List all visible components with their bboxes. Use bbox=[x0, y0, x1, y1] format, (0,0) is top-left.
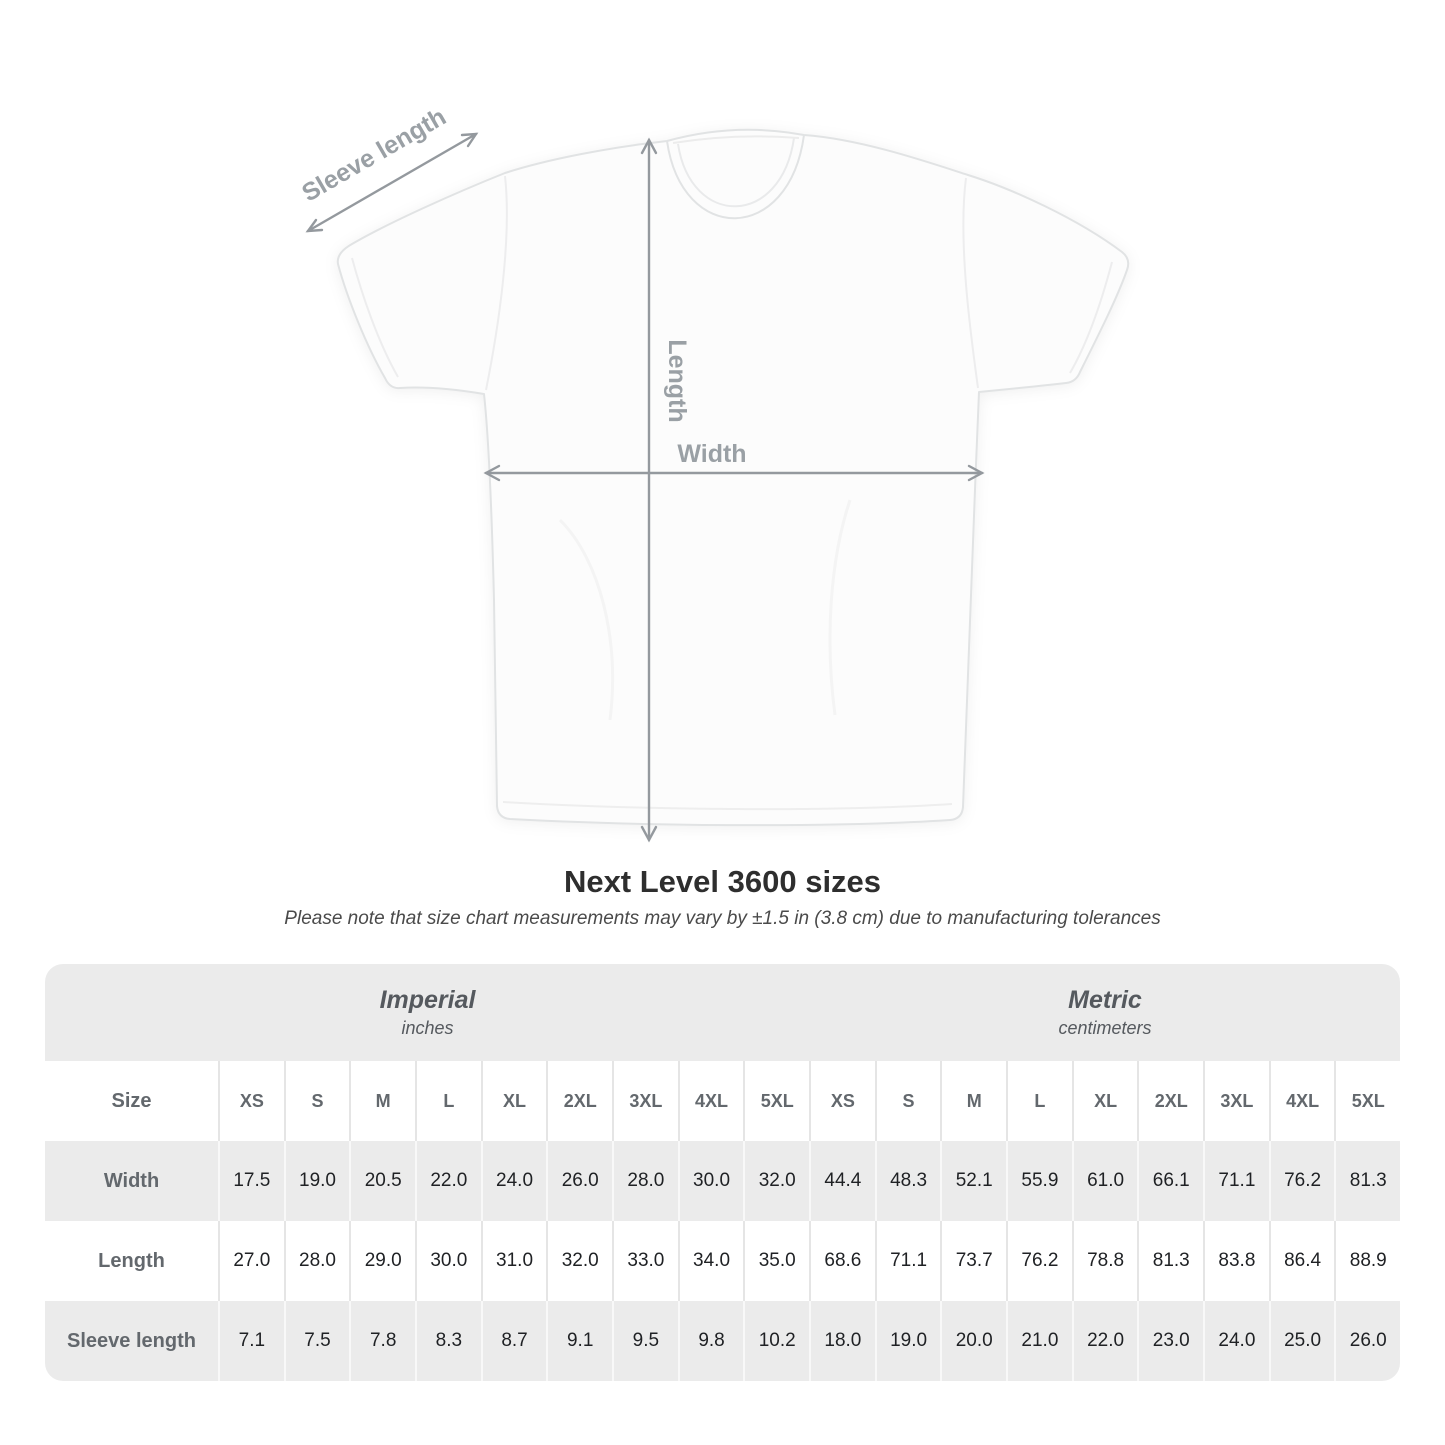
imperial-unit-label: inches bbox=[401, 1018, 454, 1038]
size-col-header: 5XL bbox=[743, 1061, 809, 1141]
row-label-length: Length bbox=[98, 1249, 165, 1272]
table-row-sleeve-length bbox=[45, 1301, 1400, 1381]
size-corner-label: Size bbox=[111, 1089, 152, 1112]
value-cell: 66.1 bbox=[1137, 1141, 1203, 1221]
size-col-header: 4XL bbox=[1269, 1061, 1335, 1141]
size-col-header: L bbox=[1006, 1061, 1072, 1141]
value-cell: 68.6 bbox=[809, 1221, 875, 1301]
row-label-sleeve-length: Sleeve length bbox=[67, 1329, 196, 1352]
row-label-width: Width bbox=[103, 1169, 160, 1192]
value-cell: 33.0 bbox=[612, 1221, 678, 1301]
value-cell: 26.0 bbox=[546, 1141, 612, 1221]
value-cell: 71.1 bbox=[1203, 1141, 1269, 1221]
value-cell: 22.0 bbox=[1072, 1301, 1138, 1381]
size-table bbox=[45, 964, 1400, 1381]
value-cell: 76.2 bbox=[1006, 1221, 1072, 1301]
value-cell: 26.0 bbox=[1334, 1301, 1400, 1381]
size-header-row bbox=[45, 1061, 1400, 1141]
value-cell: 22.0 bbox=[415, 1141, 481, 1221]
value-cell: 32.0 bbox=[546, 1221, 612, 1301]
value-cell: 9.1 bbox=[546, 1301, 612, 1381]
table-row-length bbox=[45, 1221, 1400, 1301]
value-cell: 44.4 bbox=[809, 1141, 875, 1221]
value-cell: 48.3 bbox=[875, 1141, 941, 1221]
value-cell: 18.0 bbox=[809, 1301, 875, 1381]
value-cell: 28.0 bbox=[612, 1141, 678, 1221]
value-cell: 25.0 bbox=[1269, 1301, 1335, 1381]
value-cell: 20.5 bbox=[349, 1141, 415, 1221]
tshirt-illustration bbox=[338, 130, 1128, 825]
value-cell: 78.8 bbox=[1072, 1221, 1138, 1301]
unit-header-band bbox=[45, 964, 1400, 1061]
value-cell: 7.8 bbox=[349, 1301, 415, 1381]
value-cell: 73.7 bbox=[940, 1221, 1006, 1301]
size-col-header: 5XL bbox=[1334, 1061, 1400, 1141]
size-col-header: 4XL bbox=[678, 1061, 744, 1141]
value-cell: 29.0 bbox=[349, 1221, 415, 1301]
value-cell: 83.8 bbox=[1203, 1221, 1269, 1301]
size-col-header: XS bbox=[218, 1061, 284, 1141]
size-col-header: XS bbox=[809, 1061, 875, 1141]
length-label: Length bbox=[663, 339, 691, 423]
size-col-header: XL bbox=[481, 1061, 547, 1141]
size-col-header: M bbox=[349, 1061, 415, 1141]
value-cell: 9.8 bbox=[678, 1301, 744, 1381]
value-cell: 28.0 bbox=[284, 1221, 350, 1301]
size-col-header: S bbox=[875, 1061, 941, 1141]
value-cell: 27.0 bbox=[218, 1221, 284, 1301]
value-cell: 8.7 bbox=[481, 1301, 547, 1381]
value-cell: 30.0 bbox=[415, 1221, 481, 1301]
value-cell: 23.0 bbox=[1137, 1301, 1203, 1381]
table-row-width bbox=[45, 1141, 1400, 1221]
value-cell: 21.0 bbox=[1006, 1301, 1072, 1381]
imperial-header: Imperial bbox=[379, 986, 476, 1014]
value-cell: 7.5 bbox=[284, 1301, 350, 1381]
value-cell: 71.1 bbox=[875, 1221, 941, 1301]
size-col-header: L bbox=[415, 1061, 481, 1141]
value-cell: 52.1 bbox=[940, 1141, 1006, 1221]
value-cell: 86.4 bbox=[1269, 1221, 1335, 1301]
value-cell: 35.0 bbox=[743, 1221, 809, 1301]
value-cell: 19.0 bbox=[284, 1141, 350, 1221]
size-col-header: S bbox=[284, 1061, 350, 1141]
size-col-header: 3XL bbox=[1203, 1061, 1269, 1141]
metric-unit-label: centimeters bbox=[1058, 1018, 1152, 1038]
value-cell: 30.0 bbox=[678, 1141, 744, 1221]
value-cell: 17.5 bbox=[218, 1141, 284, 1221]
size-col-header: 2XL bbox=[1137, 1061, 1203, 1141]
chart-subtitle: Please note that size chart measurements may vary by ±1.5 in (3.8 cm) due to manufacturing tolerances bbox=[284, 908, 1161, 929]
value-cell: 81.3 bbox=[1334, 1141, 1400, 1221]
size-col-header: XL bbox=[1072, 1061, 1138, 1141]
imperial-header-group bbox=[45, 964, 810, 1061]
value-cell: 20.0 bbox=[940, 1301, 1006, 1381]
value-cell: 31.0 bbox=[481, 1221, 547, 1301]
value-cell: 24.0 bbox=[481, 1141, 547, 1221]
value-cell: 24.0 bbox=[1203, 1301, 1269, 1381]
value-cell: 19.0 bbox=[875, 1301, 941, 1381]
sleeve-length-label: Sleeve length bbox=[297, 102, 451, 208]
value-cell: 32.0 bbox=[743, 1141, 809, 1221]
value-cell: 9.5 bbox=[612, 1301, 678, 1381]
value-cell: 55.9 bbox=[1006, 1141, 1072, 1221]
chart-title: Next Level 3600 sizes bbox=[563, 864, 882, 899]
size-col-header: 2XL bbox=[546, 1061, 612, 1141]
metric-header-group bbox=[810, 964, 1400, 1061]
tshirt-outline bbox=[338, 130, 1128, 825]
width-label: Width bbox=[677, 440, 747, 468]
size-col-header: 3XL bbox=[612, 1061, 678, 1141]
value-cell: 81.3 bbox=[1137, 1221, 1203, 1301]
value-cell: 61.0 bbox=[1072, 1141, 1138, 1221]
value-cell: 34.0 bbox=[678, 1221, 744, 1301]
size-col-header: M bbox=[940, 1061, 1006, 1141]
value-cell: 88.9 bbox=[1334, 1221, 1400, 1301]
value-cell: 10.2 bbox=[743, 1301, 809, 1381]
value-cell: 8.3 bbox=[415, 1301, 481, 1381]
value-cell: 76.2 bbox=[1269, 1141, 1335, 1221]
metric-header: Metric bbox=[1068, 986, 1142, 1014]
value-cell: 7.1 bbox=[218, 1301, 284, 1381]
